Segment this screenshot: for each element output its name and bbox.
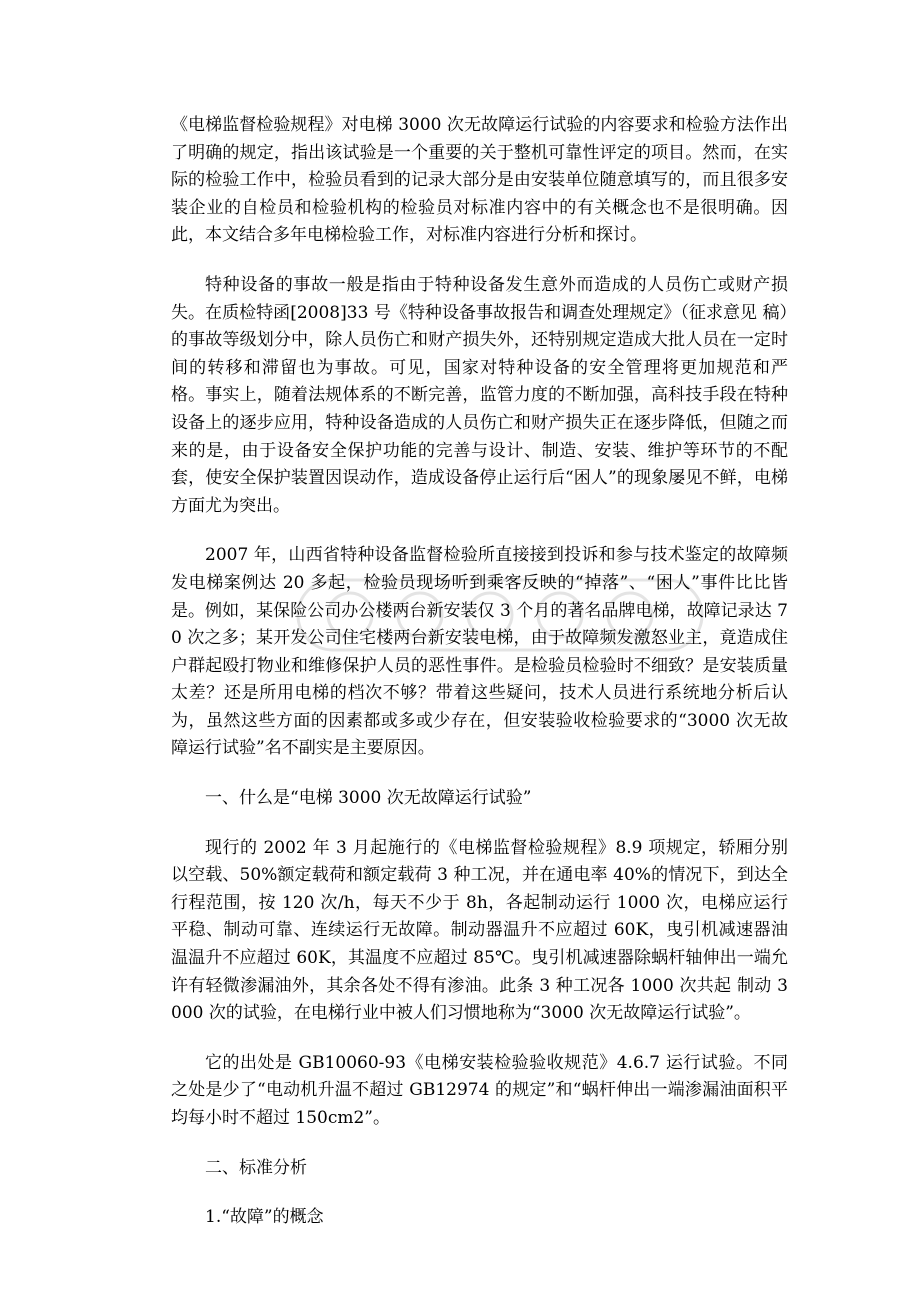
document-body <box>171 112 788 1254</box>
shanxi-cases-paragraph: 2007 年，山西省特种设备监督检验所直接接到投诉和参与技术鉴定的故障频发电梯案例达 20 多起，检验员现场听到乘客反映的“掉落”、“困人”事件比比皆 是。例如，某保险公司办公楼两台新安装仅 3 个月的著名品牌电梯，故障记录达 70 次之多；某开发公司住宅楼两台新安装电梯，由于故障频发激怒业主，竟造成住 户群起殴打物业和维修保护人员的恶性事件。是检验员检验时不细致？是安装质量太差？还是所用电梯的档次不够？带着这些疑问，技术人员进行系统地分析后认 为，虽然这些方面的因素都或多或少存在，但安装验收检验要求的“3000 次无故障运行试验”名不副实是主要原因。 <box>171 545 788 759</box>
subsection-heading-1: 1.“故障”的概念 <box>205 1207 324 1228</box>
intro-paragraph: 《电梯监督检验规程》对电梯 3000 次无故障运行试验的内容要求和检验方法作出了明确的规定，指出该试验是一个重要的关于整机可靠性评定的项目。然而，在实际的检验工作中，检验员看到的记录大部分是由安装单位随意填写的，而且很多安装企业的自检员和检验机构的检验员对标准内容中的有关概念也不是很明确。因此，本文结合多年电梯检验工作，对标准内容进行分析和探讨。 <box>171 115 788 246</box>
source-paragraph: 它的出处是 GB10060-93《电梯安装检验验收规范》4.6.7 运行试验。不同之处是少了“电动机升温不超过 GB12974 的规定”和“蜗杆伸出一端渗漏油面积平均每小时不超过 150cm2”。 <box>171 1052 788 1128</box>
section-heading-2: 二、标准分析 <box>205 1157 307 1178</box>
regulation-paragraph: 现行的 2002 年 3 月起施行的《电梯监督检验规程》8.9 项规定，轿厢分别以空载、50%额定载荷和额定载荷 3 种工况，并在通电率 40%的情况下，到达全行程范围，按 120 次/h，每天不少于 8h，各起制动运行 1000 次，电梯应运行平稳、制动可靠、连续运行无故障。制动器温升不应超过 60K，曳引机减速器油温温升不应超过 60K，其温度不应超过 85℃。曳引机减速器除蜗杆轴伸出一端允许有轻微渗漏油外，其余各处不得有渗油。此条 3 种工况各 1000 次共起 制动 3000 次的试验，在电梯行业中被人们习惯地称为“3000 次无故障运行试验”。 <box>171 837 788 1024</box>
accident-definition-paragraph: 特种设备的事故一般是指由于特种设备发生意外而造成的人员伤亡或财产损失。在质检特函[2008]33 号《特种设备事故报告和调查处理规定》（征求意见 稿）的事故等级划分中，除人员伤亡和财产损失外，还特别规定造成大批人员在一定时间的转移和滞留也为事故。可见，国家对特种设备的安全管理将更加规范和严 格。事实上，随着法规体系的不断完善，监管力度的不断加强，高科技手段在特种设备上的逐步应用，特种设备造成的人员伤亡和财产损失正在逐步降低，但随之而 来的是，由于设备安全保护功能的完善与设计、制造、安装、维护等环节的不配套，使安全保护装置因误动作，造成设备停止运行后“困人”的现象屡见不鲜，电梯 方面尤为突出。 <box>171 274 788 516</box>
section-heading-1: 一、什么是“电梯 3000 次无故障运行试验” <box>205 788 532 809</box>
